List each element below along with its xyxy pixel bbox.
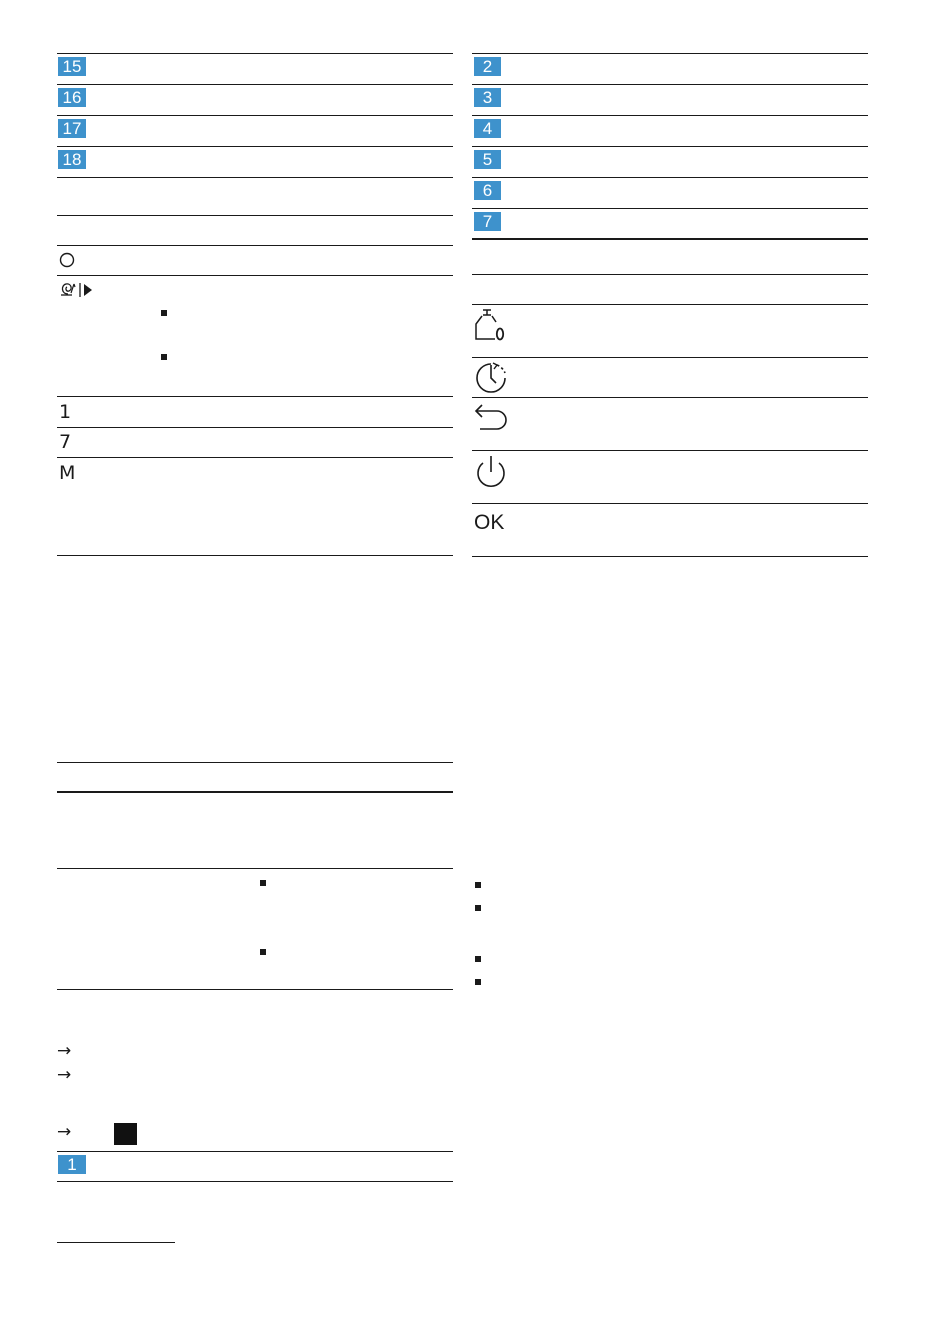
rule [57, 177, 453, 178]
rule [472, 397, 868, 398]
list-bullet [161, 310, 167, 316]
list-bullet [260, 949, 266, 955]
list-bullet [475, 905, 481, 911]
list-bullet [475, 882, 481, 888]
arrow-right-icon: → [57, 1065, 72, 1085]
badge-17: 17 [58, 119, 86, 138]
circle-stop-icon [59, 252, 75, 268]
badge-15: 15 [58, 57, 86, 76]
rule [472, 357, 868, 358]
stop-square-icon [114, 1123, 137, 1145]
rule [57, 275, 453, 276]
rule [472, 304, 868, 305]
rule [57, 1181, 453, 1182]
badge-1: 1 [58, 1155, 86, 1174]
rule [472, 115, 868, 116]
badge-5: 5 [474, 150, 501, 169]
rule [472, 450, 868, 451]
rule [472, 146, 868, 147]
rule [57, 146, 453, 147]
badge-18: 18 [58, 150, 86, 169]
digit-one: 1 [59, 401, 72, 423]
letter-m: M [59, 462, 76, 484]
badge-16: 16 [58, 88, 86, 107]
ok-label: OK [474, 511, 505, 534]
list-bullet [161, 354, 167, 360]
rule [472, 84, 868, 85]
list-bullet [260, 880, 266, 886]
badge-6: 6 [474, 181, 501, 200]
rule [57, 53, 453, 54]
rule [57, 245, 453, 246]
timer-icon [473, 360, 509, 396]
digit-seven: 7 [59, 431, 72, 453]
rule [472, 503, 868, 504]
rule [57, 427, 453, 428]
footnote-rule [57, 1242, 175, 1243]
list-bullet [475, 956, 481, 962]
rule [472, 274, 868, 275]
rule [472, 238, 868, 240]
rule [472, 208, 868, 209]
back-arrow-icon [473, 402, 511, 432]
rule [57, 791, 453, 793]
snail-play-icon [58, 281, 98, 299]
rule [57, 115, 453, 116]
rule [57, 868, 453, 869]
power-icon [473, 453, 509, 491]
rule [57, 215, 453, 216]
rule [472, 556, 868, 557]
badge-7: 7 [474, 212, 501, 231]
rule [57, 396, 453, 397]
rule [472, 53, 868, 54]
arrow-right-icon: → [57, 1041, 72, 1061]
rule [57, 457, 453, 458]
rule [57, 555, 453, 556]
rule [57, 762, 453, 763]
badge-4: 4 [474, 119, 501, 138]
rule [472, 177, 868, 178]
arrow-right-icon: → [57, 1122, 72, 1142]
rule [57, 1151, 453, 1152]
rule [57, 84, 453, 85]
list-bullet [475, 979, 481, 985]
rule [57, 989, 453, 990]
badge-2: 2 [474, 57, 501, 76]
badge-3: 3 [474, 88, 501, 107]
weight-zero-icon [473, 306, 507, 342]
